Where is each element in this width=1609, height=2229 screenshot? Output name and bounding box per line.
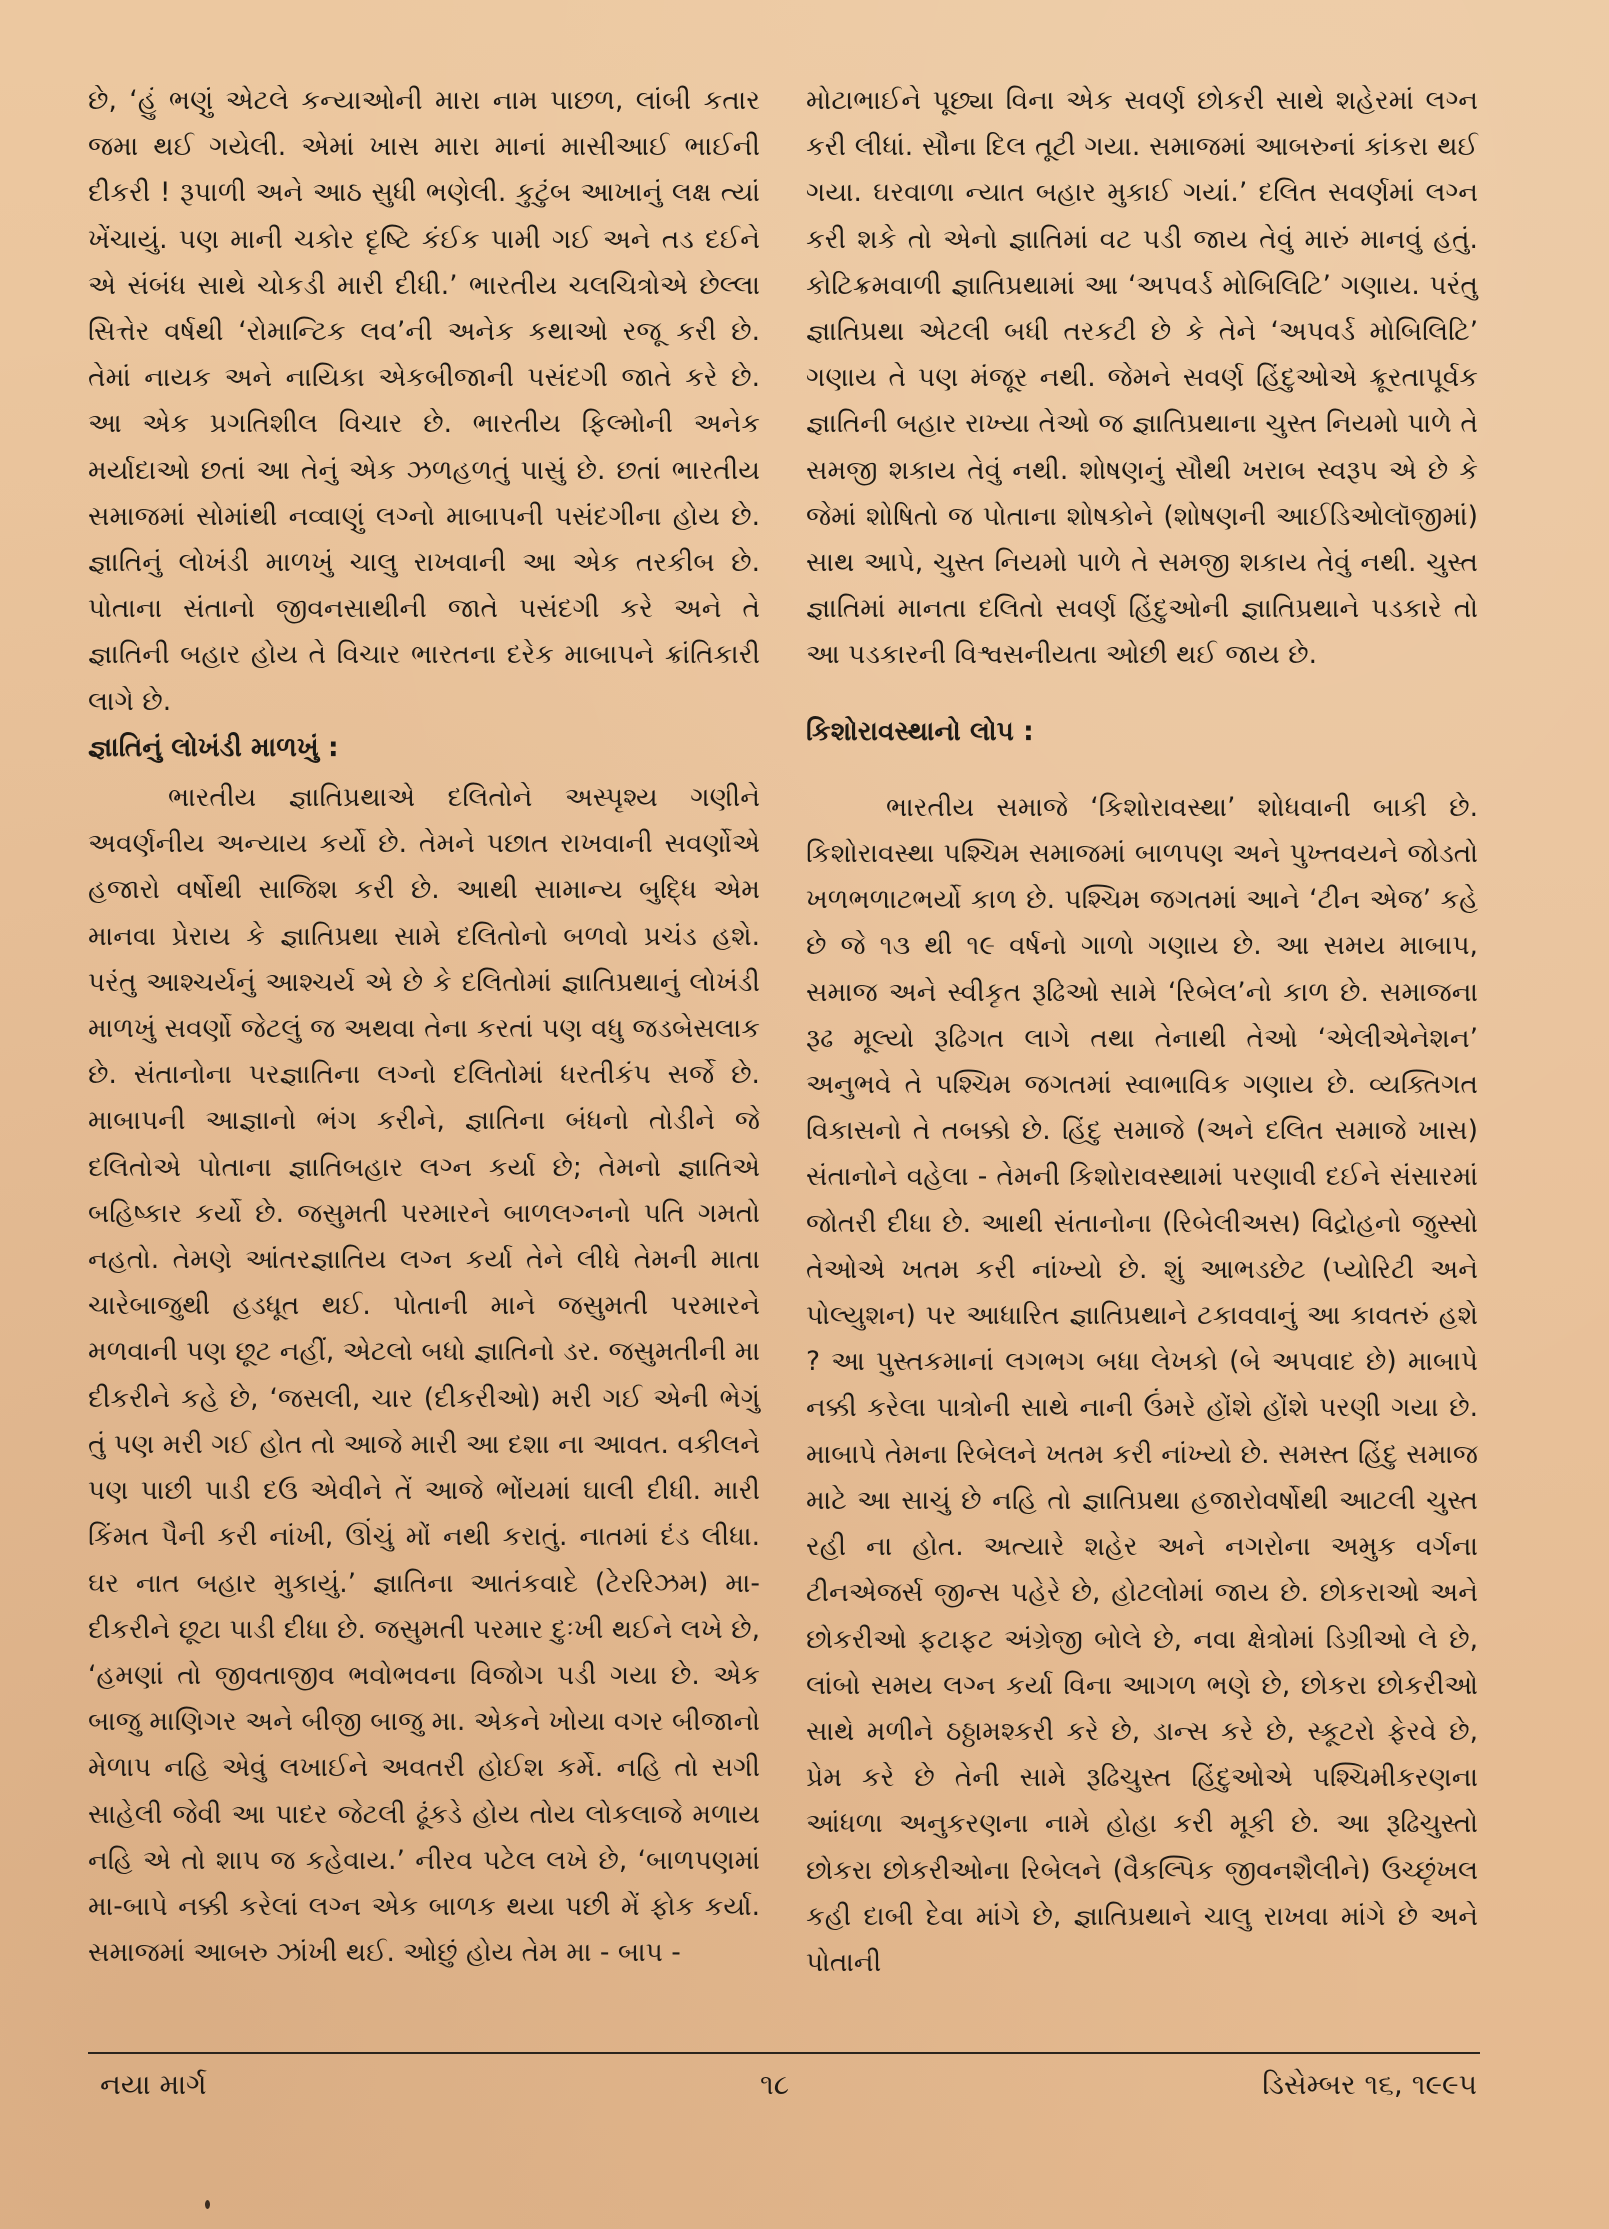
paper-speck <box>205 2200 210 2209</box>
footer-date: ડિસેમ્બર ૧૬, ૧૯૯૫ <box>1262 2068 1477 2101</box>
footer-publication-name: નયા માર્ગ <box>100 2068 207 2101</box>
left-paragraph-2: ભારતીય જ્ઞાતિપ્રથાએ દલિતોને અસ્પૃશ્ય ગણીને અવર્ણનીય અન્યાય કર્યો છે. તેમને પછાત રાખવાની સવર્ણોએ હજારો વર્ષોથી સાજિશ કરી છે. આથી સામાન્ય બુદ્ધિ એમ માનવા પ્રેરાય કે જ્ઞાતિપ્રથા સામે દલિતોનો બળવો પ્રચંડ હશે. પરંતુ આશ્ચર્યનું આશ્ચર્ય એ છે કે દલિતોમાં જ્ઞાતિપ્રથાનું લોખંડી માળખું સવર્ણો જેટલું જ અથવા તેના કરતાં પણ વધુ જડબેસલાક છે. સંતાનોના પરજ્ઞાતિના લગ્નો દલિતોમાં ધરતીકંપ સર્જે છે. માબાપની આજ્ઞાનો ભંગ કરીને, જ્ઞાતિના બંધનો તોડીને જે દલિતોએ પોતાના જ્ઞાતિબહાર લગ્ન કર્યા છે; તેમનો જ્ઞાતિએ બહિષ્કાર કર્યો છે. જસુમતી પરમારને બાળલગ્નનો પતિ ગમતો નહતો. તેમણે આંતરજ્ઞાતિય લગ્ન કર્યા તેને લીધે તેમની માતા ચારેબાજુથી હડધૂત થઈ. પોતાની માને જસુમતી પરમારને મળવાની પણ છૂટ નહીં, એટલો બધો જ્ઞાતિનો ડર. જસુમતીની મા દીકરીને કહે છે, ‘જસલી, ચાર (દીકરીઓ) મરી ગઈ એની ભેગું તું પણ મરી ગઈ હોત તો આજે મારી આ દશા ના આવત. વકીલને પણ પાછી પાડી દઉ એવીને તેં આજે ભોંયમાં ઘાલી દીધી. મારી કિંમત પૈની કરી નાંખી, ઊંચું મોં નથી કરાતું. નાતમાં દંડ લીધા. ઘર નાત બહાર મુકાયું.’ જ્ઞાતિના આતંકવાદે (ટેરરિઝમ) મા-દીકરીને છૂટા પાડી દીધા છે. જસુમતી પરમાર દુઃખી થઈને લખે છે, ‘હમણાં તો જીવતાજીવ ભવોભવના વિજોગ પડી ગયા છે. એક બાજુ માણિગર અને બીજી બાજુ મા. એકને ખોયા વગર બીજાનો મેળાપ નહિ એવું લખાઈને અવતરી હોઈશ કર્મે. નહિ તો સગી સાહેલી જેવી આ પાદર જેટલી ઢૂંકડે હોય તોય લોકલાજે મળાય નહિ એ તો શાપ જ કહેવાય.’ નીરવ પટેલ લખે છે, ‘બાળપણમાં મા-બાપે નક્કી કરેલાં લગ્ન એક બાળક થયા પછી મેં ફોક કર્યા. સમાજમાં આબરુ ઝાંખી થઈ. ઓછું હોય તેમ મા - બાપ - <box>88 782 760 1969</box>
left-paragraph-1: છે, ‘હું ભણું એટલે કન્યાઓની મારા નામ પાછળ, લાંબી કતાર જમા થઈ ગયેલી. એમાં ખાસ મારા માનાં માસીઆઈ ભાઈની દીકરી ! રૂપાળી અને આઠ સુધી ભણેલી. કુટુંબ આખાનું લક્ષ ત્યાં ખેંચાયું. પણ માની ચકોર દૃષ્ટિ કંઈક પામી ગઈ અને તડ દઈને એ સંબંધ સાથે ચોકડી મારી દીધી.’ ભારતીય ચલચિત્રોએ છેલ્લા સિત્તેર વર્ષથી ‘રોમાન્ટિક લવ’ની અનેક કથાઓ રજૂ કરી છે. તેમાં નાયક અને નાયિકા એકબીજાની પસંદગી જાતે કરે છે. આ એક પ્રગતિશીલ વિચાર છે. ભારતીય ફિલ્મોની અનેક મર્યાદાઓ છતાં આ તેનું એક ઝળહળતું પાસું છે. છતાં ભારતીય સમાજમાં સોમાંથી નવ્વાણું લગ્નો માબાપની પસંદગીના હોય છે. જ્ઞાતિનું લોખંડી માળખું ચાલુ રાખવાની આ એક તરકીબ છે. પોતાના સંતાનો જીવનસાથીની જાતે પસંદગી કરે અને તે જ્ઞાતિની બહાર હોય તે વિચાર ભારતના દરેક માબાપને ક્રાંતિકારી લાગે છે. <box>88 85 760 717</box>
right-paragraph-1: મોટાભાઈને પૂછ્યા વિના એક સવર્ણ છોકરી સાથે શહેરમાં લગ્ન કરી લીધાં. સૌના દિલ તૂટી ગયા. સમાજમાં આબરુનાં કાંકરા થઈ ગયા. ઘરવાળા ન્યાત બહાર મુકાઈ ગયાં.’ દલિત સવર્ણમાં લગ્ન કરી શકે તો એનો જ્ઞાતિમાં વટ પડી જાય તેવું મારું માનવું હતું. કોટિક્રમવાળી જ્ઞાતિપ્રથામાં આ ‘અપવર્ડ મોબિલિટિ’ ગણાય. પરંતુ જ્ઞાતિપ્રથા એટલી બધી તરકટી છે કે તેને ‘અપવર્ડ મોબિલિટિ’ ગણાય તે પણ મંજૂર નથી. જેમને સવર્ણ હિંદુઓએ ક્રૂરતાપૂર્વક જ્ઞાતિની બહાર રાખ્યા તેઓ જ જ્ઞાતિપ્રથાના ચુસ્ત નિયમો પાળે તે સમજી શકાય તેવું નથી. શોષણનું સૌથી ખરાબ સ્વરૂપ એ છે કે જેમાં શોષિતો જ પોતાના શોષકોને (શોષણની આઈડિઓલૉજીમાં) સાથ આપે, ચુસ્ત નિયમો પાળે તે સમજી શકાય તેવું નથી. ચુસ્ત જ્ઞાતિમાં માનતા દલિતો સવર્ણ હિંદુઓની જ્ઞાતિપ્રથાને પડકારે તો આ પડકારની વિશ્વસનીયતા ઓછી થઈ જાય છે. <box>806 85 1478 671</box>
right-column <box>806 78 1478 1986</box>
left-column <box>88 78 760 1976</box>
footer-page-number: ૧૮ <box>760 2068 790 2101</box>
footer-divider <box>88 2052 1480 2054</box>
section-heading-caste-structure: જ્ઞાતિનું લોખંડી માળખું : <box>88 731 339 763</box>
right-paragraph-2: ભારતીય સમાજે ‘કિશોરાવસ્થા’ શોધવાની બાકી છે. કિશોરાવસ્થા પશ્ચિમ સમાજમાં બાળપણ અને પુખ્તવયને જોડતો ખળભળાટભર્યો કાળ છે. પશ્ચિમ જગતમાં આને ‘ટીન એજ’ કહે છે જે ૧૩ થી ૧૯ વર્ષનો ગાળો ગણાય છે. આ સમય માબાપ, સમાજ અને સ્વીકૃત રૂઢિઓ સામે ‘રિબેલ’નો કાળ છે. સમાજના રૂઢ મૂલ્યો રૂઢિગત લાગે તથા તેનાથી તેઓ ‘એલીએનેશન’ અનુભવે તે પશ્ચિમ જગતમાં સ્વાભાવિક ગણાય છે. વ્યક્તિગત વિકાસનો તે તબક્કો છે. હિંદુ સમાજે (અને દલિત સમાજે ખાસ) સંતાનોને વહેલા - તેમની કિશોરાવસ્થામાં પરણાવી દઈને સંસારમાં જોતરી દીધા છે. આથી સંતાનોના (રિબેલીઅસ) વિદ્રોહનો જુસ્સો તેઓએ ખતમ કરી નાંખ્યો છે. શું આભડછેટ (પ્યોરિટી અને પોલ્યુશન) પર આધારિત જ્ઞાતિપ્રથાને ટકાવવાનું આ કાવતરું હશે ? આ પુસ્તકમાનાં લગભગ બધા લેખકો (બે અપવાદ છે) માબાપે નક્કી કરેલા પાત્રોની સાથે નાની ઉંમરે હોંશે હોંશે પરણી ગયા છે. માબાપે તેમના રિબેલને ખતમ કરી નાંખ્યો છે. સમસ્ત હિંદુ સમાજ માટે આ સાચું છે નહિ તો જ્ઞાતિપ્રથા હજારોવર્ષોથી આટલી ચુસ્ત રહી ના હોત. અત્યારે શહેર અને નગરોના અમુક વર્ગના ટીનએજર્સ જીન્સ પહેરે છે, હોટલોમાં જાય છે. છોકરાઓ અને છોકરીઓ ફટાફટ અંગ્રેજી બોલે છે, નવા ક્ષેત્રોમાં ડિગ્રીઓ લે છે, લાંબો સમય લગ્ન કર્યા વિના આગળ ભણે છે, છોકરા છોકરીઓ સાથે મળીને ઠઠ્ઠામશ્કરી કરે છે, ડાન્સ કરે છે, સ્કૂટરો ફેરવે છે, પ્રેમ કરે છે તેની સામે રૂઢિચુસ્ત હિંદુઓએ પશ્ચિમીકરણના આંધળા અનુકરણના નામે હોહા કરી મૂકી છે. આ રૂઢિચુસ્તો છોકરા છોકરીઓના રિબેલને (વૈકલ્પિક જીવનશૈલીને) ઉચ્છૃંખલ કહી દાબી દેવા માંગે છે, જ્ઞાતિપ્રથાને ચાલુ રાખવા માંગે છે અને પોતાની <box>806 791 1478 1978</box>
section-heading-adolescence: કિશોરાવસ્થાનો લોપ : <box>806 715 1034 747</box>
